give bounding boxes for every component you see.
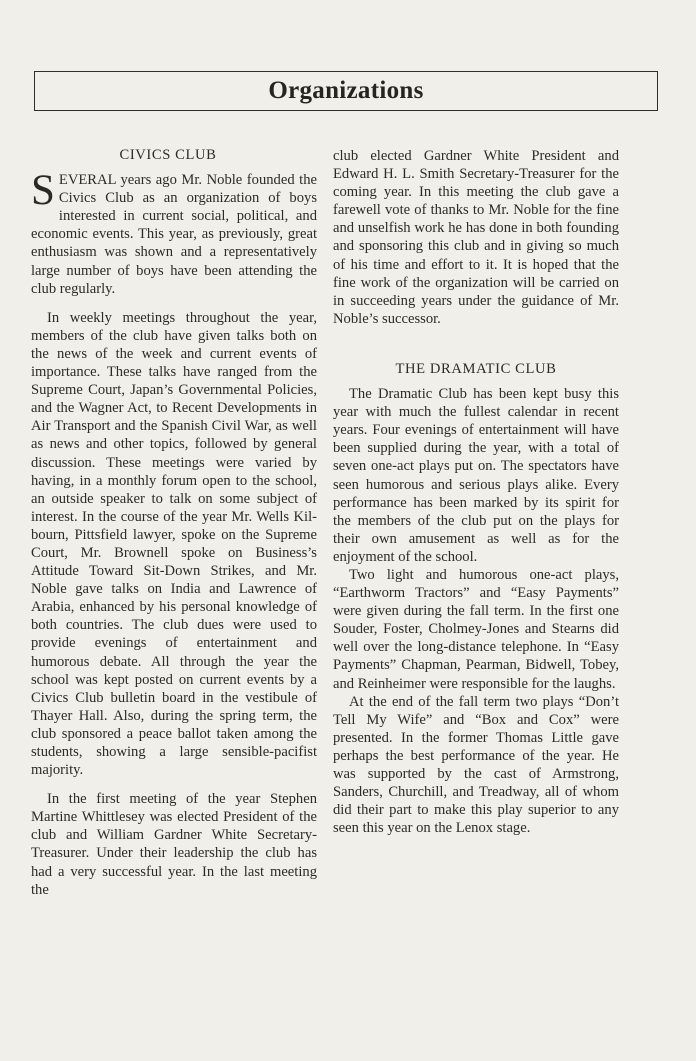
- drop-cap: S: [31, 167, 55, 215]
- left-column: [31, 146, 317, 899]
- dramatic-club-heading: THE DRAMATIC CLUB: [395, 360, 557, 377]
- dramatic-paragraph-2: Two light and humorous one-act plays, “Earthworm Tractors” and “Easy Payments” were given during the fall term. In the first one Souder, Foster, Cholmey-Jones and Stearns did well over the long-distance telephone. In “Easy Payments” Chapman, Pearman, Bidwell, Tobey, and Reinheimer were responsible for the laughs.: [333, 566, 619, 692]
- dramatic-paragraph-3: At the end of the fall term two plays “Don’t Tell My Wife” and “Box and Cox” were presented. In the former Thomas Little gave perhaps the best performance of the year. He was supported by the cast of Armstrong, Sanders, Churchill, and Treadway, all of whom did their part to make this play superior to any seen this year on the Lenox stage.: [333, 693, 619, 837]
- civics-paragraph-4: club elected Gardner White President and Edward H. L. Smith Secretary-Treasurer for the coming year. In this meeting the club gave a farewell vote of thanks to Mr. Noble for the fine and unselfish work he has done in both founding and sponsoring this club and in giving so much of his time and effort to it. It is hoped that the fine work of the organization will be carried on in succeeding years under the guidance of Mr. Noble’s successor.: [333, 148, 619, 327]
- page-title-box: [34, 71, 658, 111]
- civics-paragraph-3: In the first meeting of the year Stephen Martine Whittlesey was elected President of the club and William Gardner White Secretary-Treasurer. Under their leadership the club has had a very successful year. In the last meeting the: [31, 791, 317, 898]
- civics-paragraph-1-text: EVERAL years ago Mr. Noble founded the Civics Club as an organization of boys interested in current social, political, and economic events. This year, as previously, great enthusiasm was shown and a representatively large number of boys have been attending the club regularly.: [31, 172, 317, 297]
- civics-club-heading: CIVICS CLUB: [119, 147, 217, 163]
- civics-paragraph-2: In weekly meetings throughout the year, members of the club have given talks both on the news of the week and current events of importance. These talks have ranged from the Supreme Court, Japan’s Governmental Policies, and the Wagner Act, to Recent Developments in Air Transport and the Spanish Civil War, as well as news and other topics, followed by general discussion. These meetings were varied by having, in a monthly forum open to the school, an outside speaker to talk on some subject of interest. In the course of the year Mr. Wells Kilbourn, Pittsfield lawyer, spoke on the Supreme Court, Mr. Brownell spoke on Business’s Attitude Toward Sit-Down Strikes, and Mr. Noble gave talks on India and Lawrence of Arabia, enhanced by his personal knowledge of both countries. The club dues were used to provide evenings of entertainment and humorous debate. All through the year the school was kept posted on current events by a Civics Club bulletin board in the vestibule of Thayer Hall. Also, during the spring term, the club sponsored a peace ballot taken among the students, showing a large sensible-pacifist majority.: [31, 309, 317, 779]
- right-column: [333, 147, 619, 837]
- dramatic-paragraph-1: The Dramatic Club has been kept busy this year with much the fullest calendar in recent years. Four evenings of entertainment will have been supplied during the year, with a total of seven one-act plays put on. The spectators have seen humorous and serious plays alike. Every performance has been marked by its spirit for the members of the club put on the plays for their own amusement as well as for the enjoyment of the school.: [333, 386, 619, 565]
- page-title: Organizations: [268, 77, 424, 104]
- civics-paragraph-1: [31, 167, 317, 298]
